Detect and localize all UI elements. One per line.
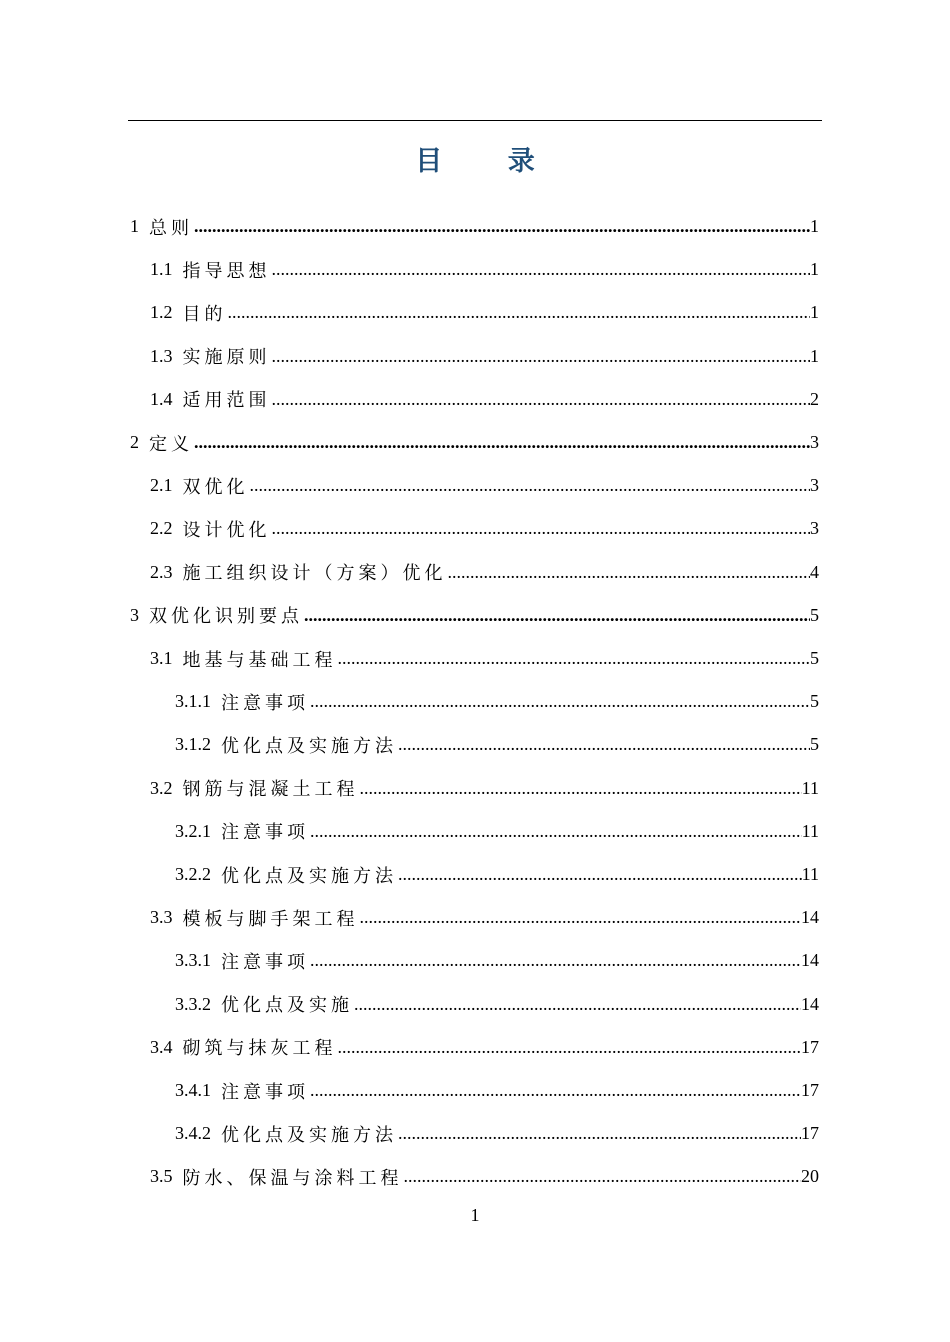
page-number: 1 (470, 1205, 480, 1225)
toc-entry-number: 1.2 (150, 302, 173, 323)
toc-entry[interactable] (175, 853, 819, 896)
toc-entry-number: 1.4 (150, 388, 173, 409)
toc-entry-number: 3.1.1 (175, 691, 211, 712)
toc-leader-dots (398, 864, 802, 885)
toc-entry-title: 地基与基础工程 (182, 649, 337, 670)
toc-entry-title: 优化点及实施方法 (221, 735, 397, 756)
toc-entry-page: 1 (810, 259, 819, 280)
toc-entry[interactable] (150, 896, 819, 939)
toc-entry-page: 1 (810, 302, 819, 323)
toc-leader-dots (272, 259, 811, 280)
toc-leader-dots (194, 216, 810, 237)
toc-entry-number: 3.5 (150, 1166, 173, 1187)
toc-entry-number: 3.3.1 (175, 950, 211, 971)
toc-entry-title: 注意事项 (221, 951, 309, 972)
toc-entry-page: 5 (810, 734, 819, 755)
toc-entry-number: 3.1.2 (175, 734, 211, 755)
toc-entry-number: 1.3 (150, 345, 173, 366)
toc-entry-number: 2.3 (150, 561, 173, 582)
toc-entry[interactable] (150, 767, 819, 810)
toc-entry[interactable] (175, 1112, 819, 1155)
toc-entry-number: 3.4.1 (175, 1080, 211, 1100)
toc-leader-dots (272, 389, 811, 410)
toc-entry-title: 实施原则 (182, 347, 271, 368)
toc-entry[interactable] (150, 507, 819, 550)
toc-entry-page: 5 (810, 691, 819, 712)
toc-entry-title: 模板与脚手架工程 (182, 908, 359, 929)
toc-leader-dots (310, 1080, 801, 1101)
toc-entry-title: 防水、保温与涂料工程 (182, 1167, 403, 1188)
toc-leader-dots (398, 734, 810, 755)
toc-entry-title: 钢筋与混凝土工程 (182, 779, 359, 800)
toc-entry[interactable] (175, 1069, 819, 1112)
toc-leader-dots (354, 994, 801, 1015)
toc-leader-dots (272, 346, 811, 367)
toc-entry-page: 17 (801, 1123, 819, 1144)
toc-entry-page: 2 (810, 388, 819, 409)
toc-entry-page: 14 (801, 907, 819, 928)
toc-entry[interactable] (175, 810, 819, 853)
toc-entry-number: 3.4 (150, 1036, 173, 1057)
toc-entry-title: 砌筑与抹灰工程 (182, 1038, 337, 1059)
toc-entry-page: 14 (801, 950, 819, 971)
toc-entry-title: 总则 (149, 217, 193, 238)
toc-entry-page: 3 (810, 432, 819, 452)
toc-entry-title: 优化点及实施方法 (221, 1124, 397, 1145)
toc-leader-dots (310, 950, 801, 971)
toc-leader-dots (272, 518, 811, 539)
toc-entry-number: 3.3.2 (175, 993, 211, 1014)
toc-entry[interactable] (150, 335, 819, 378)
toc-entry[interactable] (175, 723, 819, 766)
toc-leader-dots (360, 907, 802, 928)
toc-entry[interactable] (130, 421, 819, 464)
toc-entry-page: 5 (810, 604, 819, 625)
toc-leader-dots (338, 1037, 802, 1058)
toc-entry-page: 4 (810, 561, 819, 582)
toc-entry-title: 优化点及实施 (221, 995, 353, 1016)
toc-entry[interactable] (175, 939, 819, 982)
toc-entry[interactable] (130, 205, 819, 248)
toc-entry[interactable] (150, 637, 819, 680)
toc-entry-page: 17 (801, 1080, 819, 1100)
toc-entry-title: 指导思想 (182, 260, 271, 281)
toc-title: 目 录 (415, 146, 563, 177)
toc-entry-title: 定义 (149, 433, 193, 454)
toc-entry-page: 3 (810, 518, 819, 539)
toc-entry-title: 注意事项 (221, 692, 309, 713)
toc-entry-number: 3.3 (150, 907, 173, 928)
toc-leader-dots (194, 432, 810, 453)
toc-entry-title: 适用范围 (182, 390, 271, 411)
toc-entry-page: 11 (801, 777, 819, 798)
toc-entry-number: 2 (130, 432, 139, 452)
toc-entry-page: 20 (801, 1166, 819, 1187)
toc-entry-number: 2.2 (150, 518, 173, 539)
toc-leader-dots (310, 691, 810, 712)
toc-entry[interactable] (175, 983, 819, 1026)
toc-leader-dots (250, 475, 811, 496)
toc-entry-title: 优化点及实施方法 (221, 865, 397, 886)
toc-entry-number: 2.1 (150, 475, 173, 496)
toc-leader-dots (448, 562, 811, 583)
toc-entry-title: 目的 (182, 303, 227, 324)
header-rule (128, 120, 822, 121)
toc-entry[interactable] (150, 378, 819, 421)
toc-entry-page: 3 (810, 475, 819, 496)
toc-entry-title: 双优化 (182, 476, 249, 497)
toc-entry-page: 11 (801, 864, 819, 884)
toc-entry-title: 注意事项 (221, 822, 309, 843)
toc-leader-dots (398, 1123, 801, 1144)
toc-entry[interactable] (150, 1155, 819, 1198)
toc-entry[interactable] (150, 248, 819, 291)
toc-entry[interactable] (130, 594, 819, 637)
toc-entry[interactable] (150, 551, 819, 594)
toc-leader-dots (360, 778, 802, 799)
toc-entry-page: 14 (801, 993, 819, 1014)
toc-entry-page: 5 (810, 648, 819, 668)
toc-entry-number: 1 (130, 216, 139, 236)
toc-entry-number: 3.2.2 (175, 864, 211, 884)
toc-entry-title: 施工组织设计（方案）优化 (182, 563, 447, 584)
toc-entry-number: 1.1 (150, 259, 173, 280)
toc-leader-dots (228, 302, 811, 323)
toc-entry-page: 17 (801, 1036, 819, 1057)
toc-leader-dots (304, 605, 810, 626)
toc-leader-dots (404, 1166, 802, 1187)
toc-entry[interactable] (150, 464, 819, 507)
toc-leader-dots (310, 821, 802, 842)
toc-entry-title: 双优化识别要点 (149, 606, 303, 627)
toc-leader-dots (338, 648, 811, 669)
toc-entry[interactable] (150, 1026, 819, 1069)
toc-entry[interactable] (175, 680, 819, 723)
toc-entry-page: 1 (810, 216, 819, 236)
toc-entry[interactable] (150, 291, 819, 334)
toc-entry-title: 设计优化 (182, 519, 271, 540)
toc-entry-page: 1 (810, 345, 819, 366)
toc-entry-number: 3.1 (150, 648, 173, 668)
toc-entry-number: 3 (130, 604, 139, 625)
toc-entry-number: 3.2.1 (175, 820, 211, 841)
toc-entry-title: 注意事项 (221, 1081, 309, 1102)
toc-entry-page: 11 (801, 820, 819, 841)
toc-entry-number: 3.4.2 (175, 1123, 211, 1144)
toc-entry-number: 3.2 (150, 777, 173, 798)
